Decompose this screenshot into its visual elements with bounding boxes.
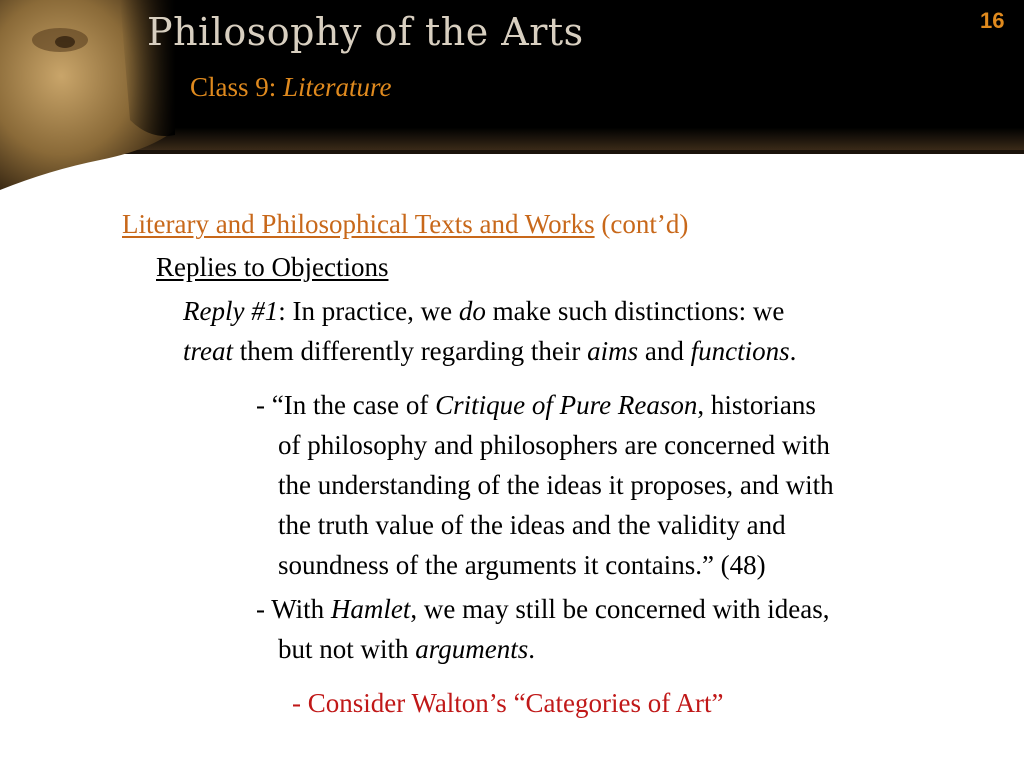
class-prefix: Class 9: <box>190 72 277 102</box>
reply-text: . <box>789 336 797 366</box>
course-title: Philosophy of the Arts <box>147 10 584 54</box>
quote-line-4: the truth value of the ideas and the validity and <box>278 510 786 540</box>
hamlet-line-2 <box>278 633 535 665</box>
reply-label: Reply #1 <box>183 296 279 326</box>
class-topic: Literature <box>283 72 392 102</box>
reply-emphasis: do <box>458 296 486 326</box>
quote-line-1 <box>256 389 816 421</box>
subheading-text: Replies to Objections <box>156 252 389 282</box>
hamlet-text: , we may still be concerned with ideas, <box>410 594 830 624</box>
hamlet-text: - With <box>256 594 331 624</box>
subheading <box>156 251 388 283</box>
reply-text: them differently regarding their <box>233 336 588 366</box>
quote-text: - “In the case of <box>256 390 436 420</box>
reply-text: and <box>638 336 691 366</box>
section-heading <box>122 208 688 240</box>
quote-text: , historians <box>697 390 816 420</box>
hamlet-title: Hamlet <box>330 594 411 624</box>
reply-line-1 <box>183 295 784 327</box>
hamlet-line-1 <box>256 593 830 625</box>
hamlet-emphasis: arguments <box>415 634 529 664</box>
reply-line-2 <box>183 335 796 367</box>
section-heading-suffix: (cont’d) <box>594 209 689 239</box>
quote-book-title: Critique of Pure Reason <box>435 390 698 420</box>
quote-line-3: the understanding of the ideas it proposes, and with <box>278 470 834 500</box>
reply-emphasis: treat <box>183 336 233 366</box>
reply-text: : In practice, we <box>278 296 459 326</box>
section-heading-link: Literary and Philosophical Texts and Works <box>122 209 595 239</box>
reply-emphasis: functions <box>690 336 790 366</box>
reply-text: make such distinctions: we <box>485 296 785 326</box>
hamlet-text: . <box>528 634 536 664</box>
walton-note: - Consider Walton’s “Categories of Art” <box>292 688 724 718</box>
slide-number: 16 <box>980 8 1005 33</box>
hamlet-text: but not with <box>278 634 416 664</box>
quote-line-2: of philosophy and philosophers are concerned with <box>278 430 830 460</box>
reply-emphasis: aims <box>587 336 639 366</box>
quote-line-5: soundness of the arguments it contains.” (48) <box>278 550 766 580</box>
